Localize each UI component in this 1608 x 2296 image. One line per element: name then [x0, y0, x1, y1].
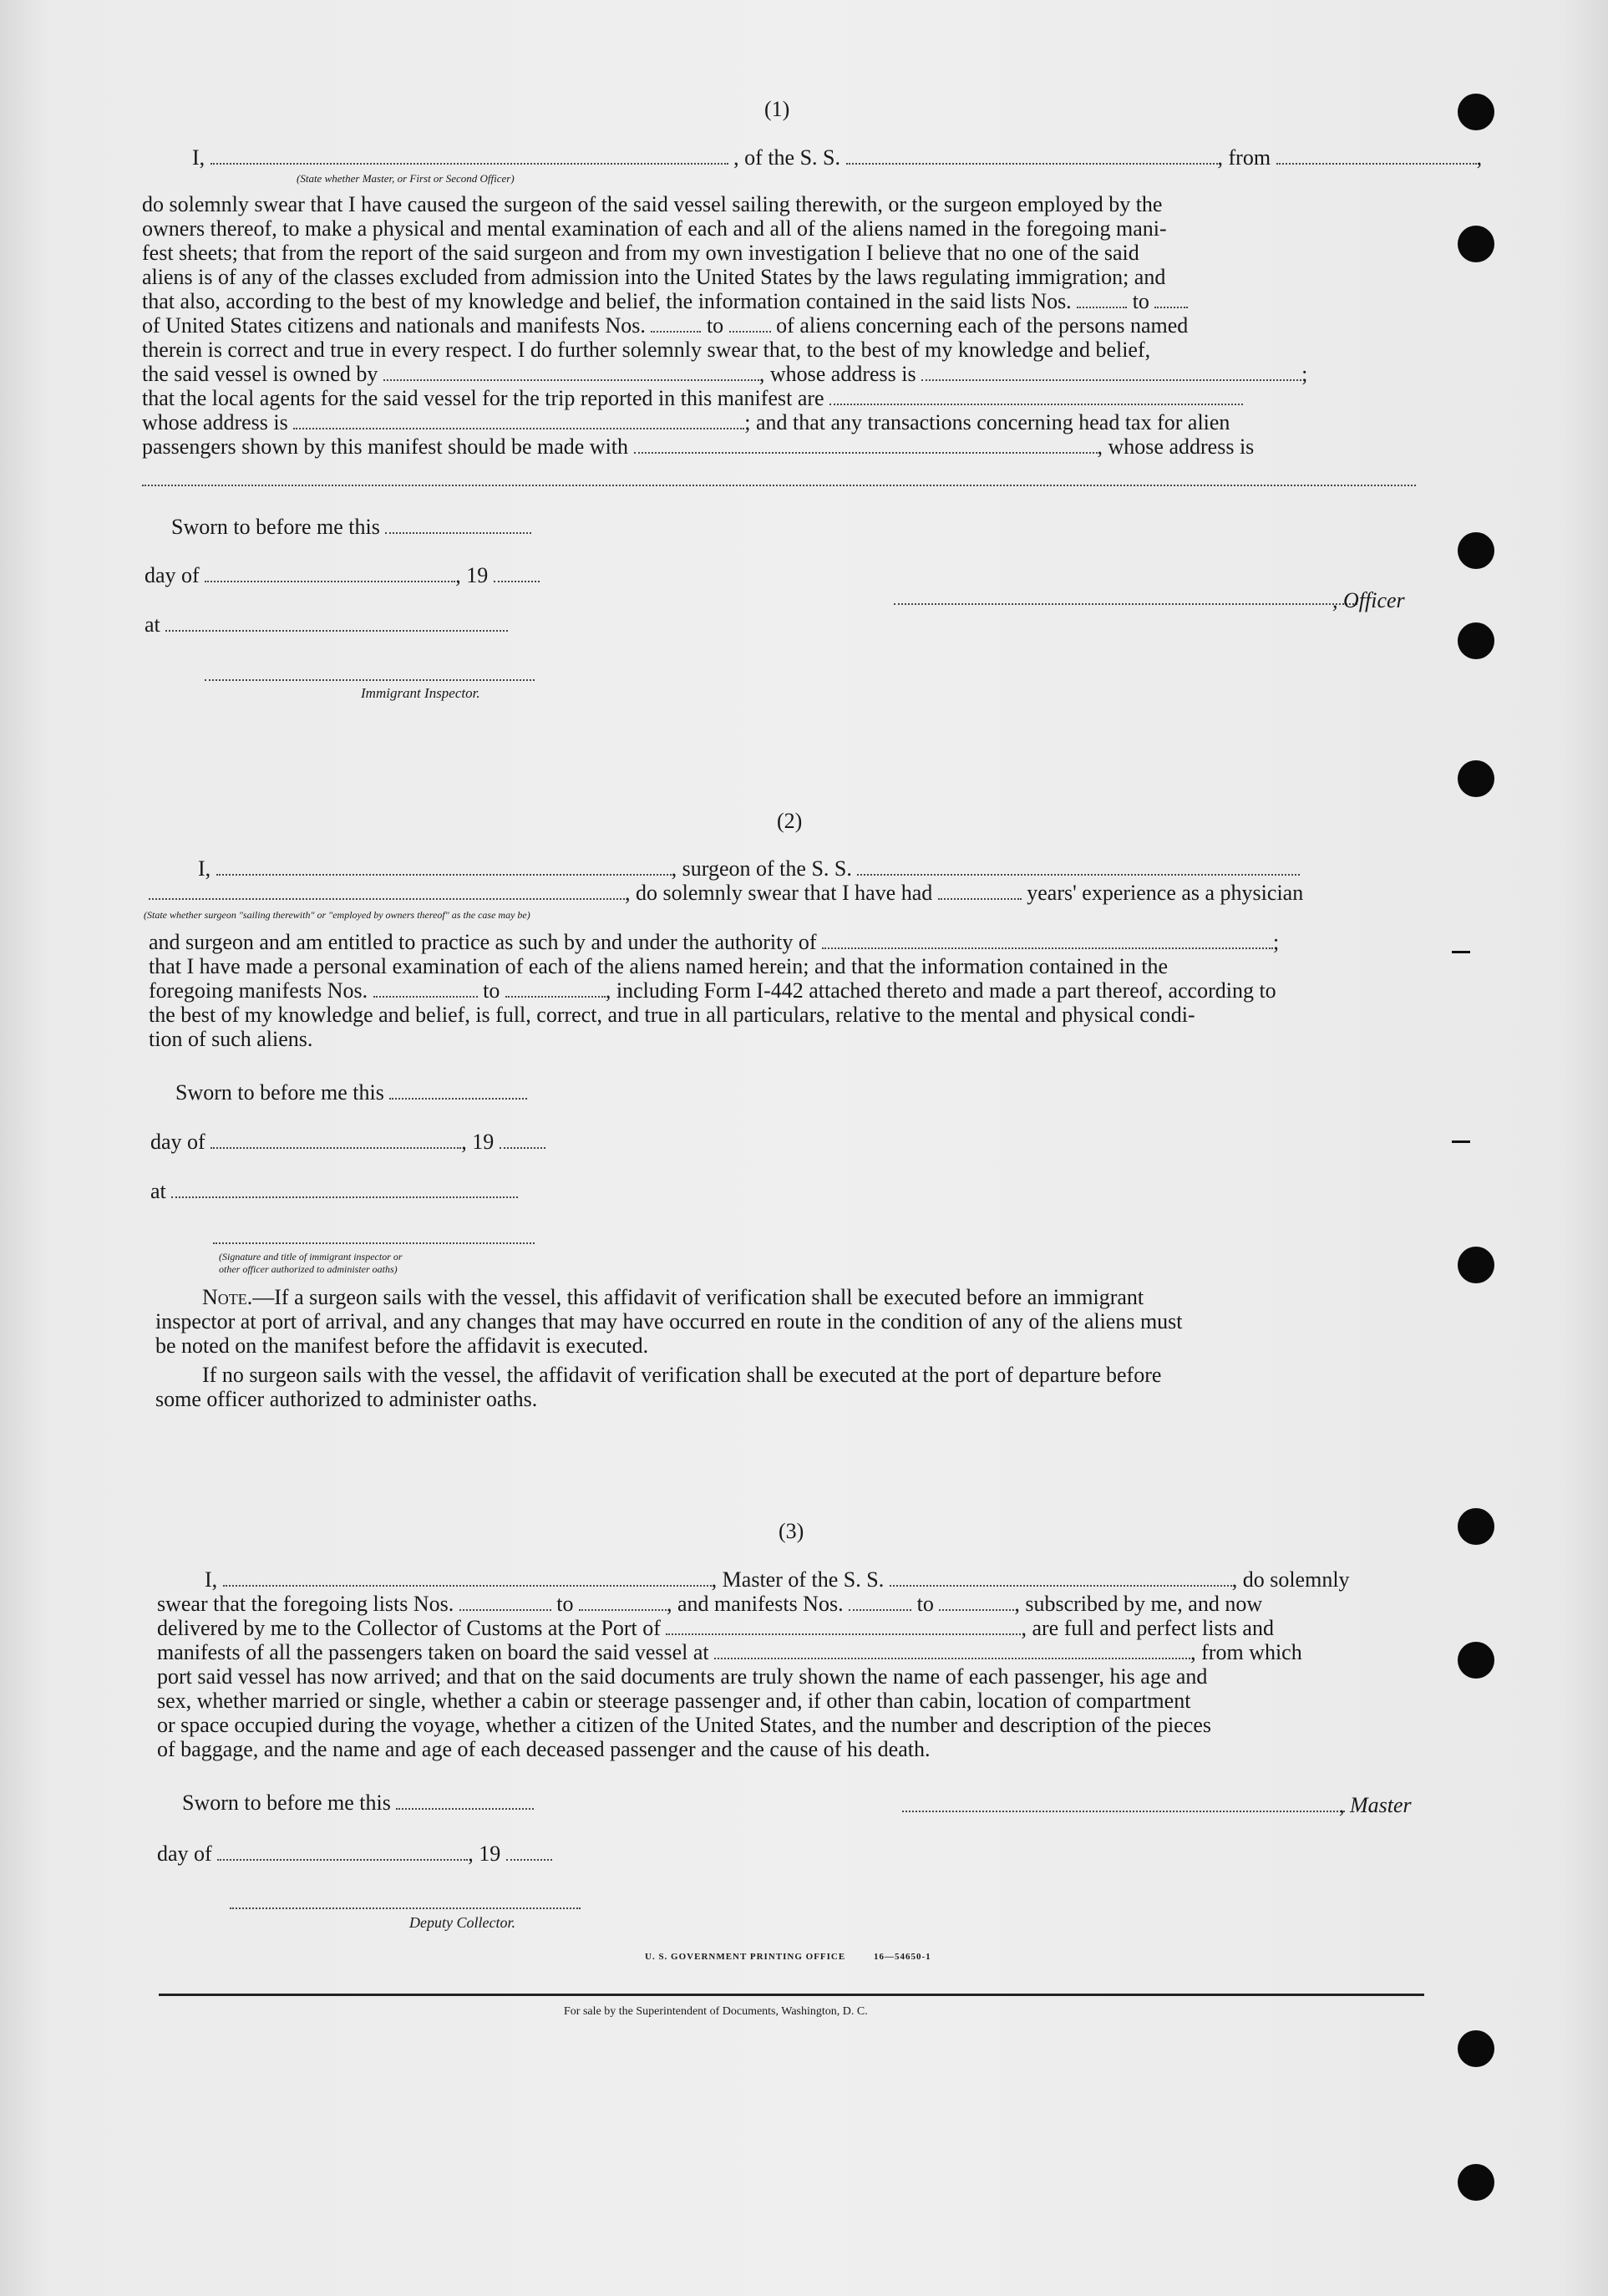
section-2-line-2: , do solemnly swear that I have had years' experience as a physician	[149, 881, 1303, 906]
section-1-para-line: aliens is of any of the classes excluded from admission into the United States by the laws regulating immigration; and	[142, 265, 1166, 289]
punch-hole	[1458, 1642, 1494, 1679]
section-2-sworn: Sworn to before me this	[175, 1080, 527, 1105]
punch-hole	[1458, 226, 1494, 262]
margin-tick	[1452, 1140, 1470, 1143]
surgeon-note-line: inspector at port of arrival, and any changes that may have occurred en route in the condition of any of the aliens must	[155, 1309, 1183, 1333]
section-2-at: at	[150, 1179, 518, 1204]
officer-signature-line	[894, 603, 1357, 607]
section-1-para-line: owners thereof, to make a physical and mental examination of each and all of the aliens named in the foregoing mani-	[142, 216, 1167, 241]
section-1-para-line: fest sheets; that from the report of the said surgeon and from my own investigation I believe that no one of the said	[142, 241, 1139, 265]
punch-hole	[1458, 1508, 1494, 1545]
surgeon-note-line: Note.—If a surgeon sails with the vessel, this affidavit of verification shall be executed before an immigrant	[202, 1285, 1144, 1309]
punch-hole	[1458, 532, 1494, 569]
section-1-at: at	[145, 612, 508, 637]
section-3-number: (3)	[779, 1519, 804, 1543]
surgeon-note-line: If no surgeon sails with the vessel, the affidavit of verification shall be executed at the port of departure before	[202, 1363, 1162, 1387]
section-2-note: (State whether surgeon "sailing therewith" or "employed by owners thereof" as the case may be)	[144, 909, 530, 921]
section-1-number: (1)	[764, 97, 790, 121]
section-1-head-tax-line: passengers shown by this manifest should be made with , whose address is	[142, 434, 1255, 459]
footer-rule	[159, 1994, 1424, 1996]
section-3-para-line: sex, whether married or single, whether a cabin or steerage passenger and, if other than cabin, location of compartment	[157, 1689, 1191, 1713]
section-3-para-line: or space occupied during the voyage, whether a citizen of the United States, and the number and description of the pieces	[157, 1713, 1212, 1737]
section-1-continuation-line	[142, 485, 1416, 488]
section-3-para-line: of baggage, and the name and age of each deceased passenger and the cause of his death.	[157, 1737, 931, 1761]
section-1-lists-line: that also, according to the best of my knowledge and belief, the information contained in the said lists Nos. to	[142, 289, 1188, 314]
punch-hole	[1458, 1247, 1494, 1283]
section-1-line-1: I, , of the S. S. , from ,	[192, 145, 1483, 170]
section-2-signature-note: (Signature and title of immigrant inspector or	[219, 1251, 403, 1262]
section-1-note: (State whether Master, or First or Second Officer)	[297, 172, 515, 185]
section-2-line-1: I, , surgeon of the S. S.	[198, 856, 1300, 881]
section-3-sworn: Sworn to before me this	[182, 1791, 534, 1816]
section-2-signature-note: other officer authorized to administer oaths)	[219, 1263, 398, 1275]
printing-office: U. S. GOVERNMENT PRINTING OFFICE 16—54650-1	[645, 1952, 931, 1962]
section-2-number: (2)	[777, 809, 803, 833]
punch-hole	[1458, 94, 1494, 130]
section-3-day-of: day of , 19	[157, 1841, 552, 1867]
section-2-manifests-line: foregoing manifests Nos. to , including Form I-442 attached thereto and made a part thereof, according to	[149, 978, 1276, 1003]
section-3-line-3: delivered by me to the Collector of Customs at the Port of , are full and perfect lists and	[157, 1616, 1274, 1640]
punch-hole	[1458, 2164, 1494, 2201]
margin-tick	[1452, 951, 1470, 953]
section-1-sworn: Sworn to before me this	[171, 515, 531, 540]
section-3-line-4: manifests of all the passengers taken on board the said vessel at , from which	[157, 1640, 1302, 1664]
master-label: , Master	[1339, 1793, 1412, 1817]
for-sale-notice: For sale by the Superintendent of Documents, Washington, D. C.	[564, 2005, 868, 2018]
punch-hole	[1458, 760, 1494, 797]
section-2-authority-line: and surgeon and am entitled to practice as such by and under the authority of ;	[149, 930, 1280, 954]
officer-label: , Officer	[1332, 588, 1405, 612]
immigrant-inspector-label: Immigrant Inspector.	[361, 685, 480, 701]
section-3-para-line: port said vessel has now arrived; and that on the said documents are truly shown the name of each passenger, his age and	[157, 1664, 1208, 1689]
section-1-agents-line: that the local agents for the said vessel for the trip reported in this manifest are	[142, 386, 1243, 411]
master-signature-line	[902, 1811, 1345, 1814]
section-3-line-1: I, , Master of the S. S. , do solemnly	[205, 1567, 1350, 1592]
punch-hole	[1458, 2030, 1494, 2067]
section-1-owner-line: the said vessel is owned by , whose address is ;	[142, 362, 1308, 386]
surgeon-note-line: some officer authorized to administer oaths.	[155, 1387, 538, 1411]
section-2-para-line: tion of such aliens.	[149, 1027, 313, 1051]
section-1-manifests-line: of United States citizens and nationals and manifests Nos. to of aliens concerning each of the persons named	[142, 313, 1189, 338]
surgeon-note-line: be noted on the manifest before the affidavit is executed.	[155, 1333, 649, 1358]
section-1-address-line: whose address is ; and that any transactions concerning head tax for alien	[142, 410, 1230, 434]
deputy-collector-label: Deputy Collector.	[409, 1914, 515, 1931]
punch-hole	[1458, 622, 1494, 659]
section-2-para-line: that I have made a personal examination of each of the aliens named herein; and that the information contained in the	[149, 954, 1169, 978]
section-1-day-of: day of , 19	[145, 563, 540, 588]
section-2-para-line: the best of my knowledge and belief, is full, correct, and true in all particulars, relative to the mental and physical condi-	[149, 1003, 1195, 1027]
section-2-day-of: day of , 19	[150, 1130, 545, 1155]
bleed-through-text	[317, 33, 343, 84]
section-2-signature-line	[213, 1242, 535, 1246]
section-1-para-line: therein is correct and true in every respect. I do further solemnly swear that, to the best of my knowledge and belief,	[142, 338, 1151, 362]
collector-signature-line	[230, 1907, 581, 1911]
section-3-line-2: swear that the foregoing lists Nos. to , and manifests Nos. to , subscribed by me, and now	[157, 1592, 1263, 1616]
section-1-para-line: do solemnly swear that I have caused the surgeon of the said vessel sailing therewith, or the surgeon employed by the	[142, 192, 1163, 216]
